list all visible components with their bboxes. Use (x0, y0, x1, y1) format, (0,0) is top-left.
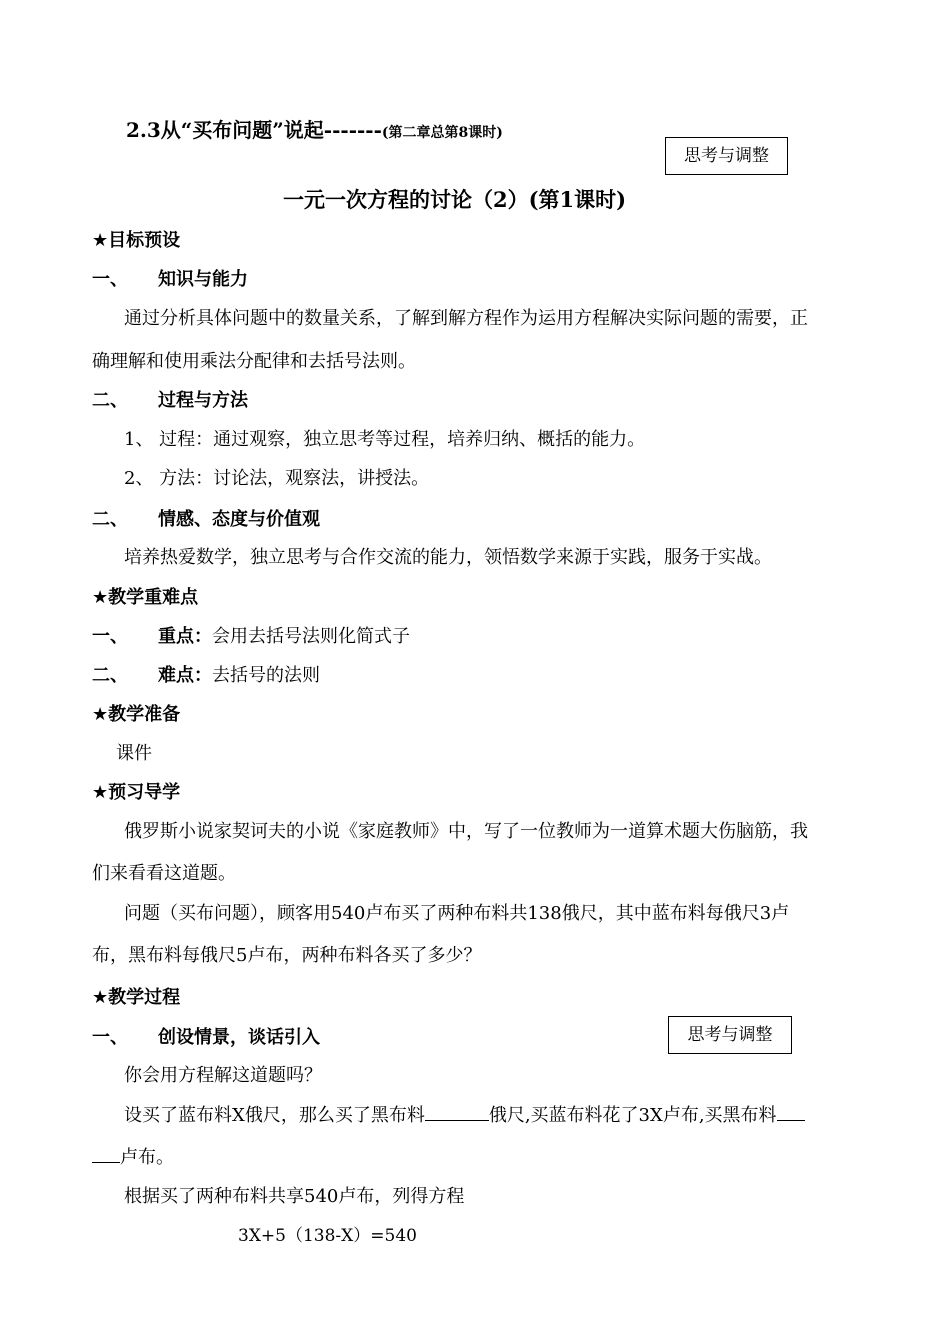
item-number: 二、 (92, 665, 128, 686)
title-sub: (第二章总第8课时) (381, 125, 503, 141)
goals-s1-text-a: 通过分析具体问题中的数量关系，了解到解方程作为运用方程解决实际问题的需要，正 (124, 308, 808, 329)
preview-heading: ★预习导学 (92, 782, 181, 803)
q2-text-a: 设买了蓝布料X俄尺，那么买了黑布料 (124, 1105, 425, 1126)
process-heading: ★教学过程 (92, 987, 181, 1008)
prep-heading: ★教学准备 (92, 704, 181, 725)
title-main: 2.3从“买布问题”说起------- (126, 118, 382, 142)
item-text: 去括号的法则 (212, 665, 320, 686)
goals-s2-item-1: 1、 过程：通过观察，独立思考等过程，培养归纳、概括的能力。 (124, 429, 646, 450)
section-number: 一、 (92, 1027, 128, 1048)
item-label: 难点： (158, 665, 212, 686)
equation: 3X+5（138-X）=540 (238, 1226, 417, 1246)
answer-blank[interactable] (777, 1104, 805, 1121)
preview-p1-a: 俄罗斯小说家契诃夫的小说《家庭教师》中，写了一位教师为一道算术题大伤脑筋，我 (124, 821, 808, 842)
key-point-1 (92, 622, 410, 648)
goals-s3-text: 培养热爱数学，独立思考与合作交流的能力，领悟数学来源于实践，服务于实战。 (124, 547, 772, 568)
goals-section-3 (92, 505, 320, 531)
side-note-box-2 (668, 1016, 792, 1054)
preview-p1-b: 们来看看这道题。 (92, 863, 236, 884)
process-section-1 (92, 1023, 320, 1049)
goals-s2-item-2: 2、 方法：讨论法，观察法，讲授法。 (124, 468, 430, 489)
doc-subtitle: 一元一次方程的讨论（2）(第1课时) (283, 187, 627, 212)
answer-blank[interactable] (425, 1104, 489, 1121)
item-number: 一、 (92, 626, 128, 647)
section-number: 一、 (92, 269, 128, 290)
section-number: 二、 (92, 390, 128, 411)
section-title: 创设情景，谈话引入 (158, 1027, 320, 1048)
goals-section-2 (92, 386, 248, 412)
key-points-heading: ★教学重难点 (92, 587, 199, 608)
answer-blank[interactable] (92, 1146, 120, 1163)
side-note-label: 思考与调整 (684, 146, 769, 166)
section-number: 二、 (92, 509, 128, 530)
section-title: 情感、态度与价值观 (158, 509, 320, 530)
prep-text: 课件 (116, 743, 152, 764)
process-q1: 你会用方程解这道题吗？ (124, 1065, 322, 1086)
goals-heading: ★目标预设 (92, 230, 181, 251)
process-q3: 根据买了两种布料共享540卢布，列得方程 (124, 1186, 465, 1207)
side-note-box (665, 137, 788, 175)
side-note-label: 思考与调整 (687, 1025, 773, 1045)
process-q2 (124, 1101, 805, 1127)
preview-p2-a: 问题（买布问题），顾客用540卢布买了两种布料共138俄尺，其中蓝布料每俄尺3卢 (124, 903, 790, 924)
key-point-2 (92, 661, 320, 687)
q2-text-b: 俄尺,买蓝布料花了3X卢布,买黑布料 (488, 1105, 777, 1126)
goals-s1-text-b: 确理解和使用乘法分配律和去括号法则。 (92, 351, 416, 372)
item-label: 重点： (158, 626, 212, 647)
doc-title (126, 114, 503, 143)
q2-text-c: 卢布。 (120, 1147, 174, 1168)
process-q2-cont (92, 1143, 174, 1169)
goals-section-1 (92, 265, 248, 291)
section-title: 过程与方法 (158, 390, 248, 411)
item-text: 会用去括号法则化简式子 (212, 626, 410, 647)
section-title: 知识与能力 (158, 269, 248, 290)
preview-p2-b: 布，黑布料每俄尺5卢布，两种布料各买了多少？ (92, 945, 482, 966)
